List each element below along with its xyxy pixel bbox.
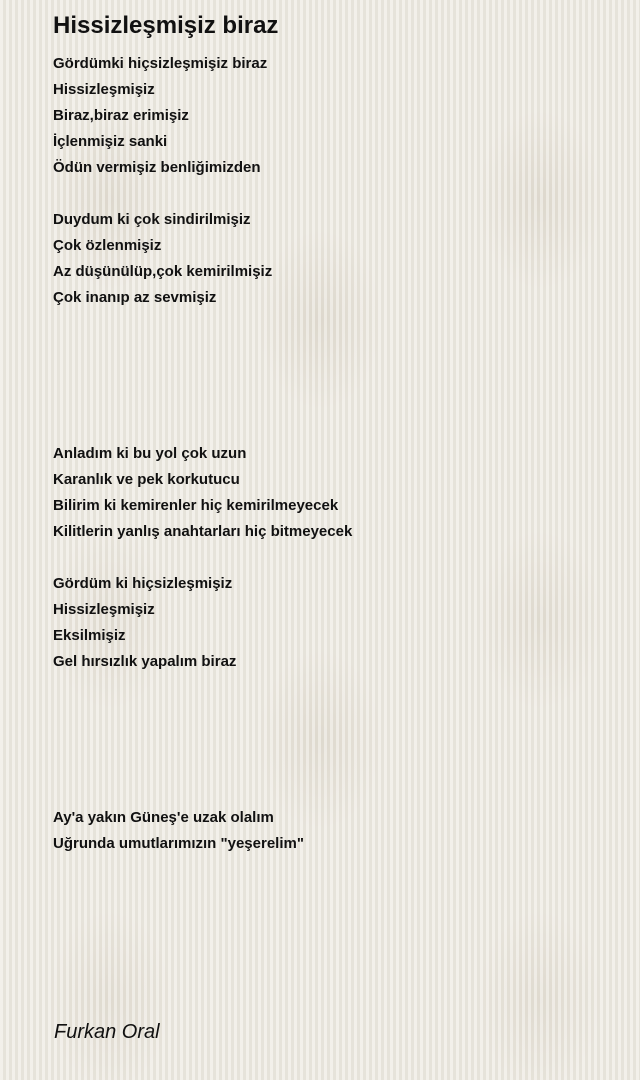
poem-line: İçlenmişiz sanki — [53, 133, 168, 150]
poem-line: Ay'a yakın Güneş'e uzak olalım — [53, 809, 274, 826]
poem-line: Çok özlenmişiz — [53, 237, 162, 254]
poem-section — [53, 441, 613, 675]
poem-line: Kilitlerin yanlış anahtarları hiç bitmeyecek — [53, 523, 353, 540]
section-gap — [53, 311, 613, 441]
poem-title: Hissizleşmişiz biraz — [53, 12, 279, 39]
poem-section — [53, 805, 613, 857]
poem-line: Ödün vermişiz benliğimizden — [53, 159, 261, 176]
stanza-gap — [53, 545, 613, 571]
poem-line: Uğrunda umutlarımızın "yeşerelim" — [53, 835, 304, 852]
poem-line: Karanlık ve pek korkutucu — [53, 471, 240, 488]
poem-line: Bilirim ki kemirenler hiç kemirilmeyecek — [53, 497, 339, 514]
poem-line: Gel hırsızlık yapalım biraz — [53, 653, 237, 670]
stanza — [53, 441, 613, 545]
poem-line: Hissizleşmişiz — [53, 81, 155, 98]
poem-body — [53, 51, 613, 857]
poem-section — [53, 51, 613, 311]
stanza — [53, 207, 613, 311]
poem-line: Az düşünülüp,çok kemirilmişiz — [53, 263, 273, 280]
poem-line: Biraz,biraz erimişiz — [53, 107, 189, 124]
poem-author: Furkan Oral — [54, 1021, 160, 1043]
poem-line: Anladım ki bu yol çok uzun — [53, 445, 247, 462]
poem-line: Gördümki hiçsizleşmişiz biraz — [53, 55, 268, 72]
stanza — [53, 571, 613, 675]
stanza-gap — [53, 181, 613, 207]
poem-line: Çok inanıp az sevmişiz — [53, 289, 217, 306]
stanza — [53, 51, 613, 181]
poem-line: Hissizleşmişiz — [53, 601, 155, 618]
poem-line: Duydum ki çok sindirilmişiz — [53, 211, 251, 228]
section-gap — [53, 675, 613, 805]
poem-line: Eksilmişiz — [53, 627, 126, 644]
poem-line: Gördüm ki hiçsizleşmişiz — [53, 575, 233, 592]
stanza — [53, 805, 613, 857]
